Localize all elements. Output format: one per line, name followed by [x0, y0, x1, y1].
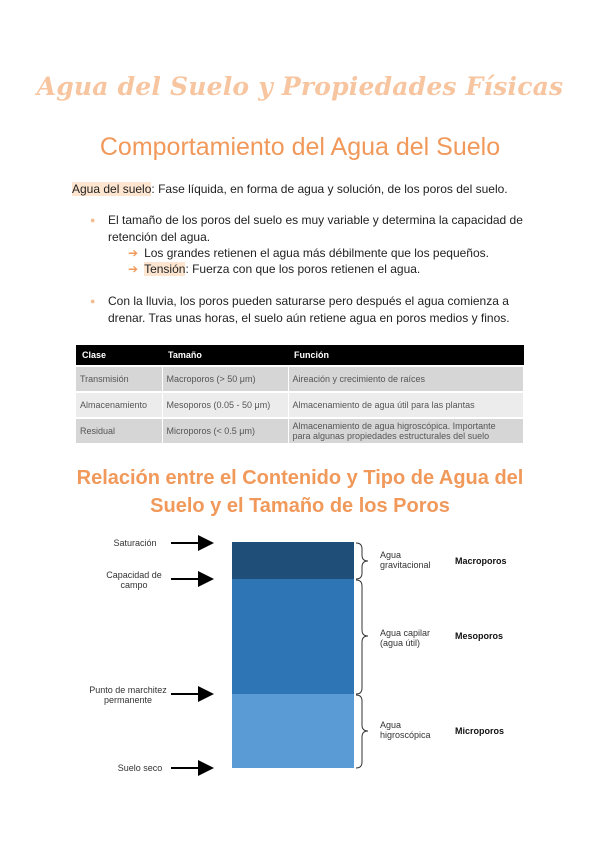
- table-header-row: [76, 345, 524, 366]
- label-microporos: Microporos: [455, 726, 505, 736]
- label-agua-higroscopica: [380, 720, 431, 740]
- hygroscopic-water-block: [232, 694, 354, 768]
- label-line: Agua capilar: [380, 628, 431, 638]
- bullet-line: retención del agua.: [108, 230, 211, 244]
- table-cell-funcion: Aireación y crecimiento de raíces: [288, 366, 524, 392]
- definition-paragraph: [72, 182, 508, 196]
- heading-line: Suelo y el Tamaño de los Poros: [150, 495, 450, 517]
- table-cell-line: para algunas propiedades estructurales del suelo: [292, 431, 490, 441]
- table-cell-funcion: Almacenamiento de agua útil para las plantas: [288, 392, 524, 418]
- brace-hygroscopic: [356, 695, 368, 768]
- table-header-funcion: Función: [288, 345, 524, 366]
- bullet-item-poros: [90, 212, 523, 246]
- table-cell-tamano: Microporos (< 0.5 μm): [162, 418, 288, 443]
- label-line: Agua: [380, 720, 402, 730]
- bullet-line: El tamaño de los poros del suelo es muy variable y determina la capacidad de: [108, 213, 523, 227]
- label-macroporos: Macroporos: [455, 556, 507, 566]
- heading-line: Relación entre el Contenido y Tipo de Agua del: [76, 467, 524, 489]
- section-heading-comportamiento: Comportamiento del Agua del Suelo: [99, 133, 501, 161]
- table-header-tamano: Tamaño: [162, 345, 288, 366]
- label-line: Capacidad de: [106, 570, 162, 580]
- gravitational-water-block: [232, 542, 354, 579]
- pore-water-diagram: [0, 520, 600, 790]
- sub-item-grandes: [128, 245, 489, 261]
- label-agua-capilar: [380, 628, 430, 648]
- bullet-dot-icon: ●: [90, 215, 96, 225]
- diagram-graphics: [0, 520, 600, 790]
- table-cell-funcion: [288, 418, 524, 443]
- table-cell-tamano: Mesoporos (0.05 - 50 μm): [162, 392, 288, 418]
- table-row: [76, 366, 524, 392]
- sub-item-text: Los grandes retienen el agua más débilmente que los pequeños.: [144, 246, 489, 260]
- table-cell-clase: Residual: [76, 418, 162, 443]
- arrow-right-icon: ➔: [128, 246, 139, 260]
- label-line: Agua: [380, 550, 402, 560]
- label-line: (agua útil): [380, 638, 421, 648]
- arrow-right-icon: ➔: [128, 262, 139, 276]
- label-agua-gravitacional: [380, 550, 431, 570]
- definition-text: : Fase líquida, en forma de agua y solución, de los poros del suelo.: [151, 182, 508, 196]
- bullet-line: Con la lluvia, los poros pueden saturarse pero después el agua comienza a: [108, 294, 509, 308]
- table-cell-clase: Transmisión: [76, 366, 162, 392]
- pore-classes-table: [76, 345, 524, 443]
- capillary-water-block: [232, 579, 354, 694]
- section-heading-relacion: [60, 464, 540, 520]
- label-line: higroscópica: [380, 730, 431, 740]
- table-cell-line: Almacenamiento de agua higroscópica. Importante: [292, 421, 496, 431]
- table-row: [76, 392, 524, 418]
- page-title: Agua del Suelo y Propiedades Físicas: [36, 72, 564, 101]
- label-punto-marchitez: [82, 685, 174, 705]
- table-header-clase: Clase: [76, 345, 162, 366]
- label-saturacion: Saturación: [113, 538, 157, 548]
- table-cell-clase: Almacenamiento: [76, 392, 162, 418]
- brace-capillary: [356, 580, 368, 694]
- label-line: gravitacional: [380, 560, 431, 570]
- label-mesoporos: Mesoporos: [455, 631, 504, 641]
- tension-term: Tensión: [144, 262, 186, 276]
- label-line: campo: [120, 580, 148, 590]
- label-suelo-seco: Suelo seco: [117, 763, 163, 773]
- table-row: [76, 418, 524, 443]
- bullet-line: drenar. Tras unas horas, el suelo aún retiene agua en poros medios y finos.: [108, 311, 510, 325]
- sub-item-tension: [128, 261, 420, 277]
- table-cell-tamano: Macroporos (> 50 μm): [162, 366, 288, 392]
- label-line: Punto de marchitez: [89, 685, 167, 695]
- sub-item-text: : Fuerza con que los poros retienen el agua.: [185, 262, 421, 276]
- label-line: permanente: [103, 695, 153, 705]
- bullet-dot-icon: ●: [90, 296, 96, 306]
- label-capacidad-de-campo: [96, 570, 172, 590]
- brace-gravitational: [356, 543, 368, 579]
- bullet-item-lluvia: [90, 293, 510, 327]
- definition-term: Agua del suelo: [72, 182, 152, 196]
